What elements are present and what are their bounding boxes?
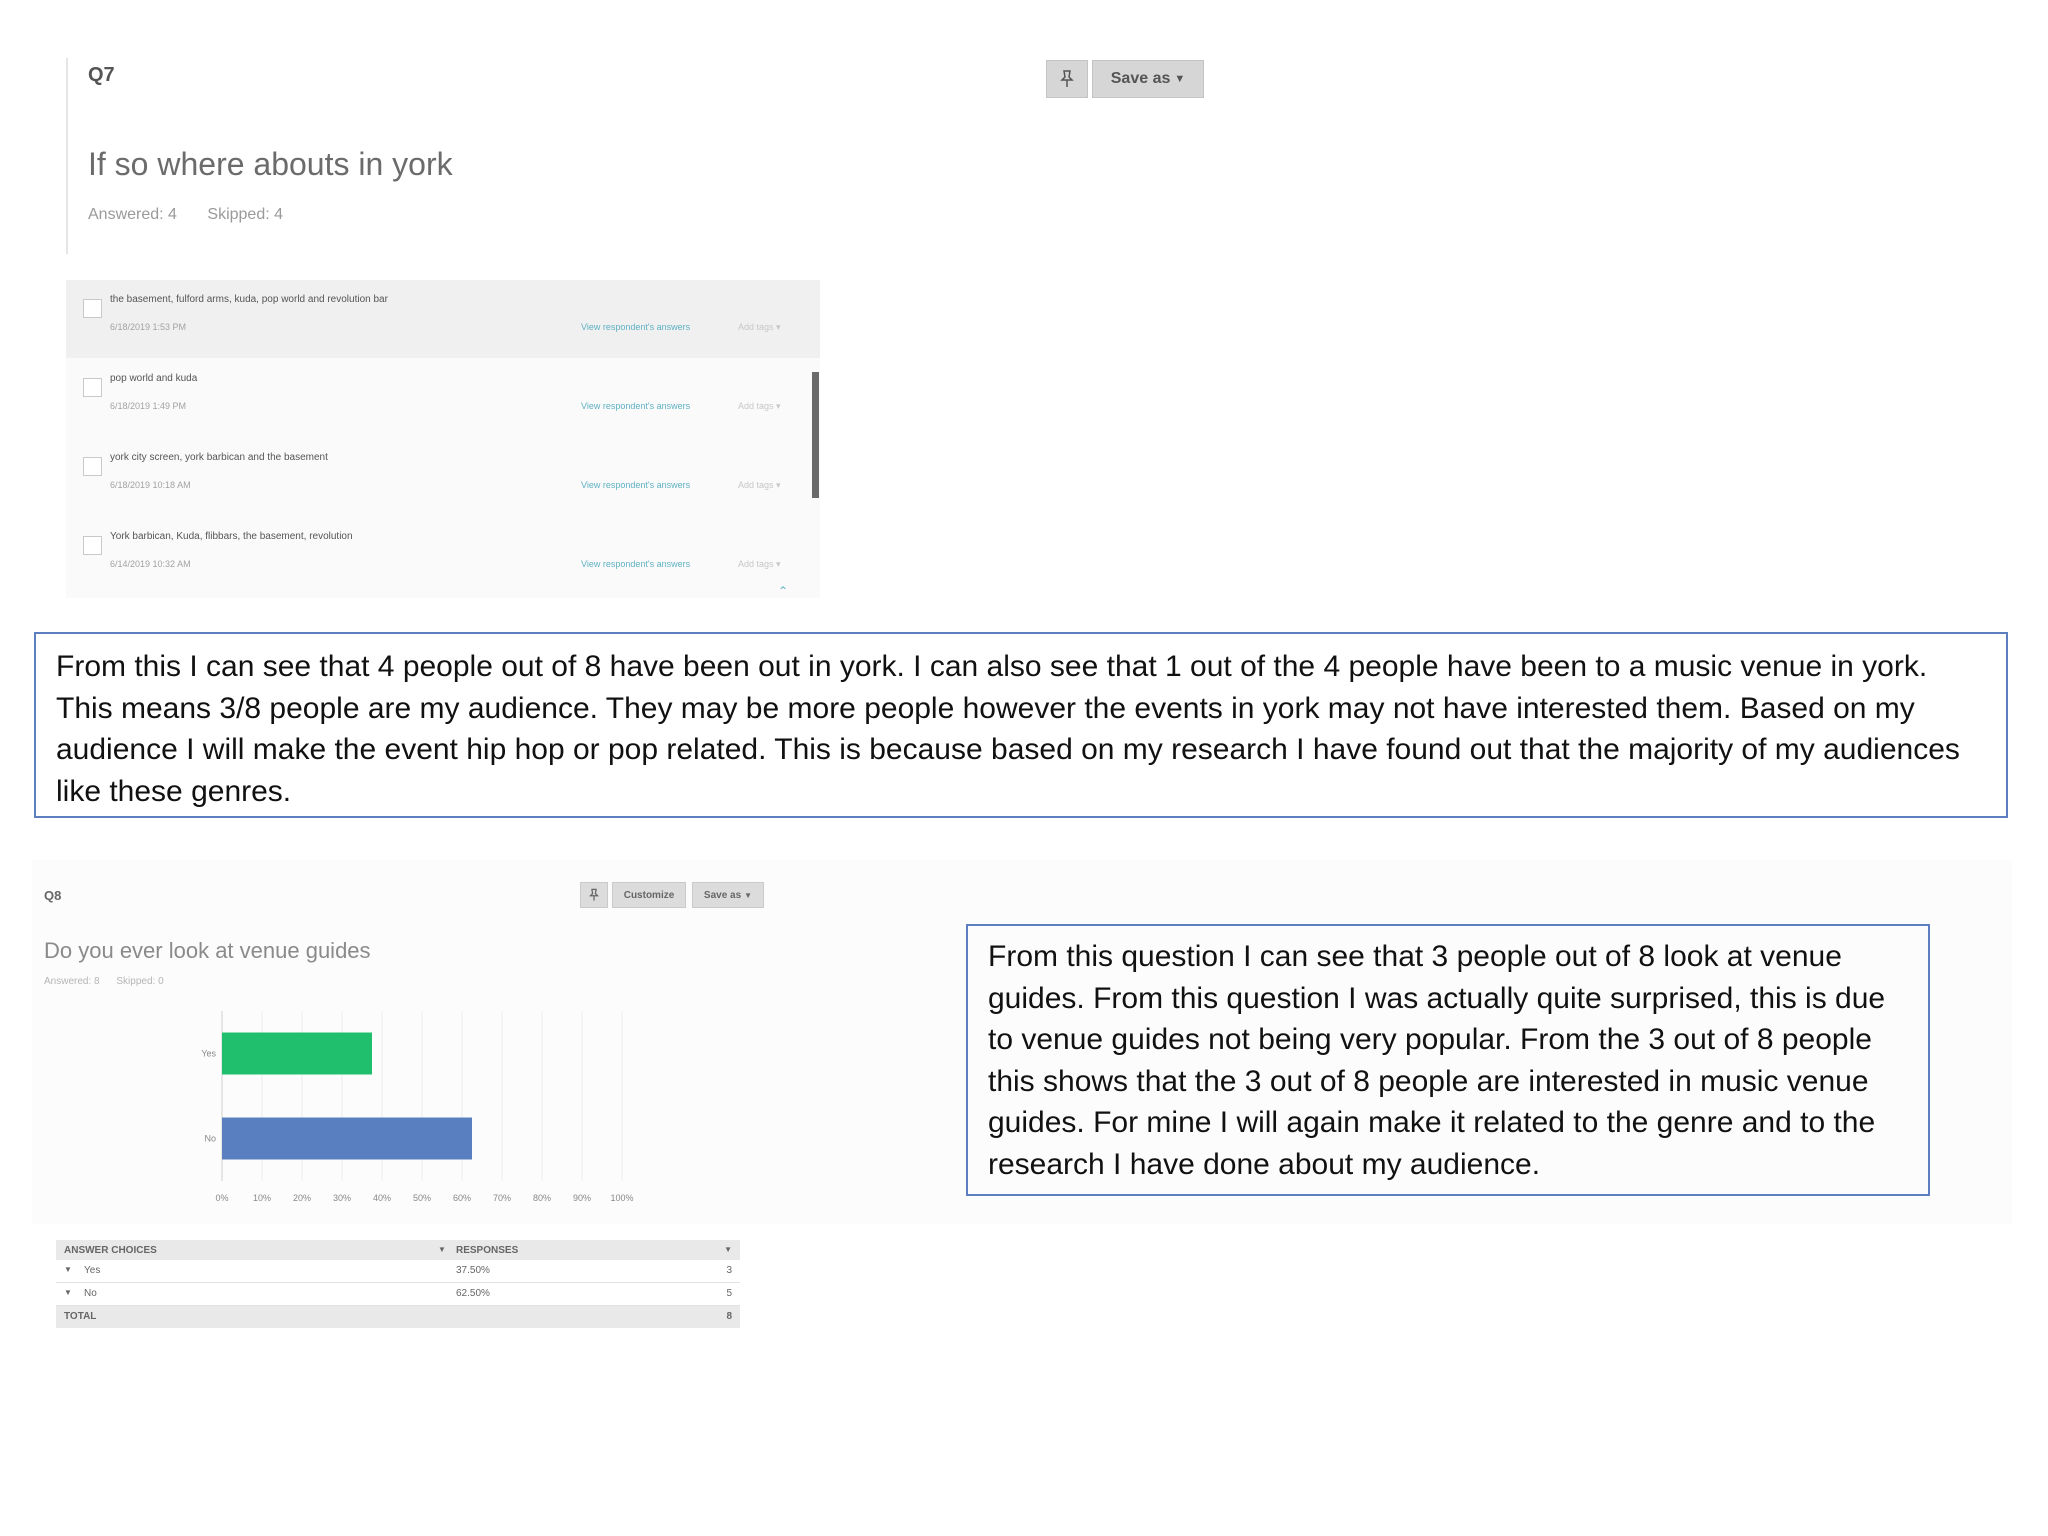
response-date: 6/14/2019 10:32 AM — [110, 559, 191, 569]
response-row — [66, 438, 820, 516]
responses-header[interactable]: RESPONSES — [456, 1245, 519, 1256]
table-row — [56, 1260, 740, 1283]
q7-skipped-count: Skipped: 4 — [207, 206, 283, 223]
add-tags-dropdown[interactable]: Add tags ▾ — [738, 322, 781, 332]
expand-arrow-icon[interactable]: ▼ — [64, 1288, 72, 1297]
x-tick-label: 0% — [215, 1193, 229, 1203]
pin-icon — [587, 888, 601, 902]
x-tick-label: 70% — [492, 1193, 512, 1203]
response-text: York barbican, Kuda, flibbars, the basement, revolution — [110, 531, 353, 542]
q8-question-title: Do you ever look at venue guides — [44, 938, 371, 963]
save-as-label: Save as — [703, 889, 742, 901]
q8-answered-count: Answered: 8 — [44, 976, 100, 987]
add-tags-dropdown[interactable]: Add tags ▾ — [738, 401, 781, 411]
response-list — [66, 280, 820, 598]
choice-label: No — [84, 1288, 97, 1299]
view-respondent-link[interactable]: View respondent's answers — [581, 401, 691, 411]
x-tick-label: 80% — [532, 1193, 552, 1203]
x-tick-label: 90% — [572, 1193, 592, 1203]
q7-question-title: If so where abouts in york — [88, 146, 453, 182]
response-list-scrollbar[interactable] — [812, 372, 819, 498]
add-tags-dropdown[interactable]: Add tags ▾ — [738, 559, 781, 569]
caret-down-icon: ▼ — [1174, 73, 1186, 85]
response-text: pop world and kuda — [110, 373, 198, 384]
response-checkbox[interactable] — [83, 457, 102, 476]
category-label: Yes — [201, 1048, 216, 1059]
table-row — [56, 1283, 740, 1306]
venue-guides-bar-chart — [190, 1005, 634, 1215]
response-text: york city screen, york barbican and the basement — [110, 452, 328, 463]
response-row — [66, 359, 820, 437]
view-respondent-link[interactable]: View respondent's answers — [581, 322, 691, 332]
answer-choices-table — [56, 1240, 740, 1328]
q7-answered-count: Answered: 4 — [88, 206, 177, 223]
view-respondent-link[interactable]: View respondent's answers — [581, 480, 691, 490]
choice-label: Yes — [84, 1265, 101, 1276]
response-date: 6/18/2019 10:18 AM — [110, 480, 191, 490]
response-row — [66, 517, 820, 595]
response-percent: 62.50% — [456, 1288, 490, 1299]
x-tick-label: 60% — [452, 1193, 472, 1203]
q8-pin-button[interactable] — [580, 882, 608, 908]
save-as-label: Save as — [1110, 70, 1171, 87]
view-respondent-link[interactable]: View respondent's answers — [581, 559, 691, 569]
response-text: the basement, fulford arms, kuda, pop world and revolution bar — [110, 294, 388, 305]
q7-answer-stats — [88, 206, 309, 224]
sort-caret-icon[interactable]: ▼ — [438, 1245, 446, 1254]
q8-save-as-button[interactable] — [692, 882, 764, 908]
x-tick-label: 100% — [610, 1193, 634, 1203]
x-tick-label: 10% — [252, 1193, 272, 1203]
response-percent: 37.50% — [456, 1265, 490, 1276]
bar-yes — [222, 1033, 372, 1075]
expand-arrow-icon[interactable]: ▼ — [64, 1265, 72, 1274]
response-checkbox[interactable] — [83, 378, 102, 397]
q7-number: Q7 — [88, 64, 115, 86]
q8-answer-stats — [44, 976, 178, 987]
response-checkbox[interactable] — [83, 536, 102, 555]
q7-panel-border — [66, 58, 68, 254]
x-tick-label: 30% — [332, 1193, 352, 1203]
x-tick-label: 50% — [412, 1193, 432, 1203]
bar-no — [222, 1118, 472, 1160]
customize-button[interactable]: Customize — [612, 882, 686, 908]
q8-number: Q8 — [44, 888, 62, 903]
response-date: 6/18/2019 1:53 PM — [110, 322, 187, 332]
add-tags-dropdown[interactable]: Add tags ▾ — [738, 480, 781, 490]
answer-choices-header[interactable]: ANSWER CHOICES — [64, 1245, 157, 1256]
response-count: 5 — [726, 1288, 732, 1299]
table-header — [56, 1240, 740, 1260]
response-checkbox[interactable] — [83, 299, 102, 318]
response-count: 3 — [726, 1265, 732, 1276]
total-count: 8 — [726, 1311, 732, 1322]
q8-skipped-count: Skipped: 0 — [116, 976, 164, 987]
response-row — [66, 280, 820, 358]
analysis-text-box-q8: From this question I can see that 3 people out of 8 look at venue guides. From this question I was actually quite surprised, this is due to venue guides not being very popular. From the 3 out of 8 people this shows that the 3 out of 8 people are interested in music venue guides. For mine I will again make it related to the genre and to the research I have done about my audience. — [966, 924, 1930, 1196]
sort-caret-icon[interactable]: ▼ — [724, 1245, 732, 1254]
caret-down-icon: ▼ — [744, 890, 753, 900]
x-tick-label: 40% — [372, 1193, 392, 1203]
analysis-text-box-q7: From this I can see that 4 people out of 8 have been out in york. I can also see that 1 out of the 4 people have been to a music venue in york. This means 3/8 people are my audience. They may be more people however the events in york may not have interested them. Based on my audience I will make the event hip hop or pop related. This is because based on my research I have found out that the majority of my audiences like these genres. — [34, 632, 2008, 818]
response-date: 6/18/2019 1:49 PM — [110, 401, 187, 411]
x-tick-label: 20% — [292, 1193, 312, 1203]
category-label: No — [204, 1133, 216, 1144]
total-label: TOTAL — [64, 1311, 97, 1322]
chevron-up-icon[interactable]: ⌃ — [778, 584, 789, 598]
table-total-row — [56, 1306, 740, 1328]
save-as-button[interactable] — [1092, 60, 1204, 98]
pin-button[interactable] — [1046, 60, 1088, 98]
pin-icon — [1057, 69, 1077, 89]
